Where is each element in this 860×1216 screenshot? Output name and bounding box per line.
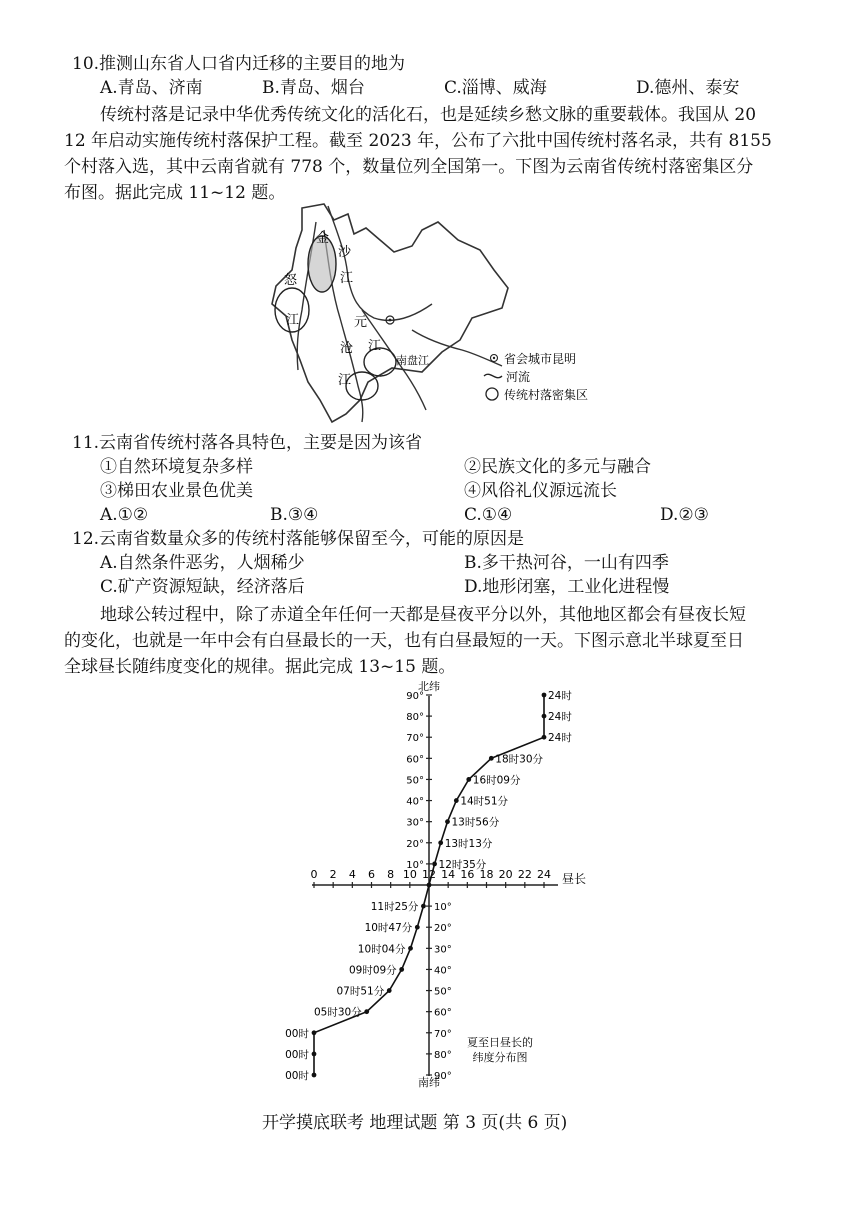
kunming-marker-dot xyxy=(389,319,392,322)
q10-option-a: A.青岛、济南 xyxy=(100,78,203,98)
river-label: 南盘江 xyxy=(396,354,429,367)
data-point xyxy=(466,777,471,782)
q11-item-1: ①自然环境复杂多样 xyxy=(100,457,253,477)
q11-item-4: ④风俗礼仪源远流长 xyxy=(464,481,617,501)
y-tick-label-south: 80° xyxy=(434,1049,452,1061)
y-tick-label-north: 40° xyxy=(406,796,424,808)
intro2-line: 地球公转过程中，除了赤道全年任何一天都是昼夜平分以外，其他地区都会有昼夜长短 xyxy=(100,605,746,625)
y-tick-label-south: 20° xyxy=(434,923,452,935)
y-label-north: 北纬 xyxy=(418,680,440,693)
point-label: 00时 xyxy=(285,1027,309,1040)
legend-zone-label: 传统村落密集区 xyxy=(504,388,589,402)
q12-option-d: D.地形闭塞，工业化进程慢 xyxy=(464,577,670,597)
point-label: 10时04分 xyxy=(357,943,406,956)
point-label: 24时 xyxy=(548,711,572,724)
x-tick-label: 10 xyxy=(402,868,417,881)
q11-option-c: C.①④ xyxy=(464,505,513,525)
legend-river-icon xyxy=(484,374,502,377)
data-point xyxy=(542,693,547,698)
x-tick-label: 18 xyxy=(479,868,494,881)
page-footer: 开学摸底联考 地理试题 第 3 页(共 6 页) xyxy=(262,1113,568,1133)
data-point xyxy=(421,904,426,909)
q11-item-3: ③梯田农业景色优美 xyxy=(100,481,253,501)
q11-option-b: B.③④ xyxy=(270,505,319,525)
y-tick-label-south: 70° xyxy=(434,1028,452,1040)
x-axis-label: 昼长 xyxy=(562,872,587,886)
q11-option-a: A.①② xyxy=(100,505,149,525)
y-tick-label-north: 20° xyxy=(406,838,424,850)
q11-item-2: ②民族文化的多元与融合 xyxy=(464,457,651,477)
legend-river-label: 河流 xyxy=(506,370,531,384)
river-label: 金 xyxy=(316,231,330,246)
point-label: 12时35分 xyxy=(438,858,487,871)
y-tick-label-south: 50° xyxy=(434,986,452,998)
chart-caption: 夏至日昼长的 xyxy=(467,1036,533,1049)
q12-stem: 12.云南省数量众多的传统村落能够保留至今，可能的原因是 xyxy=(72,529,525,549)
intro1-line: 传统村落是记录中华优秀传统文化的活化石，也是延续乡愁文脉的重要载体。我国从 20 xyxy=(100,105,757,125)
point-label: 10时47分 xyxy=(364,922,413,935)
intro2-line: 的变化，也就是一年中会有白昼最长的一天，也有白昼最短的一天。下图示意北半球夏至日 xyxy=(64,631,744,651)
daylength-chart xyxy=(285,680,590,1090)
y-tick-label-south: 90° xyxy=(434,1071,452,1082)
q11-option-d: D.②③ xyxy=(660,505,709,525)
river-label: 沧 xyxy=(340,341,354,356)
legend-zone-icon xyxy=(486,388,498,400)
data-point xyxy=(387,988,392,993)
y-tick-label-south: 60° xyxy=(434,1007,452,1019)
data-point xyxy=(445,819,450,824)
data-point xyxy=(542,735,547,740)
y-tick-label-north: 10° xyxy=(406,859,424,871)
x-tick-label: 20 xyxy=(498,868,513,881)
point-label: 09时09分 xyxy=(348,964,397,977)
data-point xyxy=(399,967,404,972)
intro1-line: 布图。据此完成 11~12 题。 xyxy=(64,183,286,203)
x-tick-label: 22 xyxy=(517,868,532,881)
y-tick-label-north: 30° xyxy=(406,817,424,829)
point-label: 05时30分 xyxy=(313,1006,362,1019)
x-tick-label: 2 xyxy=(329,868,337,881)
y-tick-label-south: 30° xyxy=(434,944,452,956)
x-tick-label: 24 xyxy=(537,868,551,881)
q10-option-d: D.德州、泰安 xyxy=(636,78,740,98)
x-tick-label: 4 xyxy=(348,868,356,881)
data-point xyxy=(454,798,459,803)
point-label: 24时 xyxy=(548,732,572,745)
x-tick-label: 12 xyxy=(422,868,436,881)
y-label-south: 南纬 xyxy=(418,1076,440,1089)
data-point xyxy=(489,756,494,761)
river-label: 江 xyxy=(338,373,352,388)
jinsha-river xyxy=(328,206,432,320)
data-point xyxy=(408,946,413,951)
y-tick-label-north: 80° xyxy=(406,712,424,724)
chart-caption: 纬度分布图 xyxy=(472,1051,528,1064)
x-tick-label: 14 xyxy=(441,868,456,881)
data-point xyxy=(312,1073,317,1078)
point-label: 07时51分 xyxy=(336,985,385,998)
q12-option-a: A.自然条件恶劣，人烟稀少 xyxy=(100,553,305,573)
y-tick-label-north: 60° xyxy=(406,754,424,766)
point-label: 00时 xyxy=(285,1048,309,1061)
y-tick-label-north: 50° xyxy=(406,775,424,787)
point-label: 16时09分 xyxy=(472,774,521,787)
y-tick-label-south: 40° xyxy=(434,965,452,977)
point-label: 00时 xyxy=(285,1070,309,1082)
point-label: 24时 xyxy=(548,690,572,702)
river-label: 元 xyxy=(354,315,368,330)
river-label: 沙 xyxy=(338,245,352,260)
point-label: 18时30分 xyxy=(495,753,544,766)
point-label: 11时25分 xyxy=(370,901,419,914)
data-point xyxy=(415,925,420,930)
river-label: 江 xyxy=(340,271,354,286)
y-tick-label-north: 70° xyxy=(406,733,424,745)
point-label: 14时51分 xyxy=(460,795,509,808)
y-tick-label-north: 90° xyxy=(406,691,424,702)
data-point xyxy=(364,1009,369,1014)
river-label: 怒 xyxy=(284,273,298,288)
province-outline xyxy=(272,204,508,422)
q12-option-c: C.矿产资源短缺，经济落后 xyxy=(100,577,305,597)
x-tick-label: 6 xyxy=(368,868,375,881)
data-point xyxy=(432,861,437,866)
q10-stem: 10.推测山东省人口省内迁移的主要目的地为 xyxy=(72,54,406,74)
q10-option-c: C.淄博、威海 xyxy=(444,78,547,98)
intro2-line: 全球昼长随纬度变化的规律。据此完成 13~15 题。 xyxy=(64,657,456,677)
intro1-line: 个村落入选，其中云南省就有 778 个，数量位列全国第一。下图为云南省传统村落密集区分 xyxy=(64,157,754,177)
q12-option-b: B.多干热河谷，一山有四季 xyxy=(464,553,669,573)
river-label: 江 xyxy=(368,339,382,354)
x-tick-label: 8 xyxy=(387,868,395,881)
data-point xyxy=(438,840,443,845)
legend-kunming-label: 省会城市昆明 xyxy=(504,352,577,366)
data-point xyxy=(542,714,547,719)
data-point xyxy=(312,1030,317,1035)
legend-kunming-icon-dot xyxy=(493,357,495,359)
point-label: 13时56分 xyxy=(451,816,500,829)
y-tick-label-south: 10° xyxy=(434,902,452,914)
data-point xyxy=(427,883,432,888)
yunnan-map xyxy=(262,200,622,430)
point-label: 13时13分 xyxy=(444,837,493,850)
x-tick-label: 16 xyxy=(460,868,475,881)
q10-option-b: B.青岛、烟台 xyxy=(262,78,365,98)
intro1-line: 12 年启动实施传统村落保护工程。截至 2023 年，公布了六批中国传统村落名录，共有 8155 xyxy=(64,131,772,151)
q11-stem: 11.云南省传统村落各具特色，主要是因为该省 xyxy=(72,433,423,453)
data-point xyxy=(312,1051,317,1056)
river-label: 江 xyxy=(286,313,300,328)
x-tick-label: 0 xyxy=(310,868,318,881)
